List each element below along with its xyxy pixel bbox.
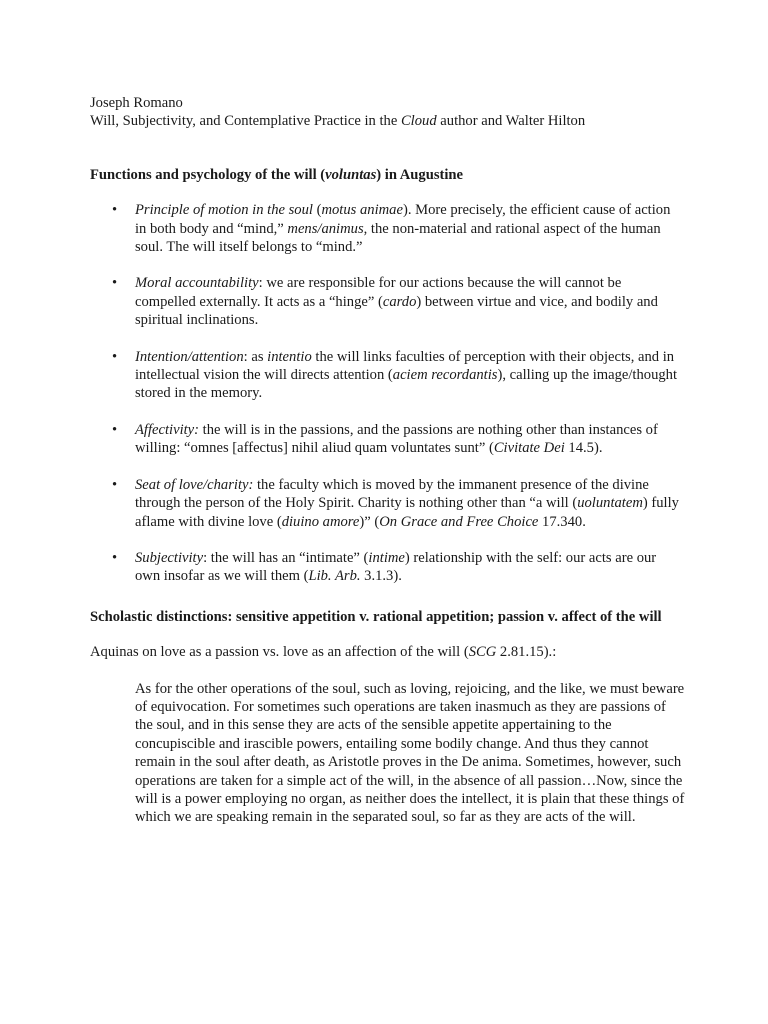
list-item: • Moral accountability: we are responsible for our actions because the will cannot be compelled externally. It acts as a “hinge” (cardo) between virtue and vice, and bodily and spiritual inclinations.: [90, 274, 683, 329]
author-name: Joseph Romano: [90, 95, 183, 111]
list-item: • Principle of motion in the soul (motus animae). More precisely, the efficient cause of action in both body and “mind,” mens/animus, the non-material and rational aspect of the human soul. The will itself belongs to “mind.”: [90, 201, 683, 256]
document-header: [90, 94, 690, 131]
list-item: • Seat of love/charity: the faculty which is moved by the immanent presence of the divine through the person of the Holy Spirit. Charity is nothing other than “a will (uoluntatem) fully aflame with divine love (diuino amore)” (On Grace and Free Choice 17.340.: [90, 476, 683, 531]
document-title: Will, Subjectivity, and Contemplative Practice in the Cloud author and Walter Hilton: [90, 113, 586, 130]
list-item: • Subjectivity: the will has an “intimate” (intime) relationship with the self: our acts are our own insofar as we will them (Lib. Arb. 3.1.3).: [90, 549, 683, 586]
augustine-functions-list: [90, 201, 690, 586]
list-item: • Intention/attention: as intentio the will links faculties of perception with their objects, and in intellectual vision the will directs attention (aciem recordantis), calling up the image/thought stored in the memory.: [90, 348, 683, 403]
section-heading-augustine: Functions and psychology of the will (voluntas) in Augustine: [90, 166, 464, 183]
aquinas-intro: Aquinas on love as a passion vs. love as an affection of the will (SCG 2.81.15).:: [90, 644, 557, 661]
aquinas-quote: As for the other operations of the soul, such as loving, rejoicing, and the like, we must beware of equivocation. For sometimes such operations are taken inasmuch as they are passions of the soul, and in this sense they are acts of the sensible appetite appertaining to the concupiscible and irascible powers, entailing some bodily change. And thus they cannot remain in the soul after death, as Aristotle proves in the De anima. Sometimes, however, such operations are taken for a simple act of the will, in the absence of all passion…Now, since the will is a power employing no organ, as neither does the intellect, it is plain that these things of which we are speaking remain in the separated soul, so far as they are acts of the will.: [135, 680, 685, 826]
document-page: [90, 94, 690, 827]
section-heading-scholastic: Scholastic distinctions: sensitive appetition v. rational appetition; passion v. affect of the will: [90, 608, 662, 625]
list-item: • Affectivity: the will is in the passions, and the passions are nothing other than instances of willing: “omnes [affectus] nihil aliud quam voluntates sunt” (Civitate Dei 14.5).: [90, 421, 683, 458]
